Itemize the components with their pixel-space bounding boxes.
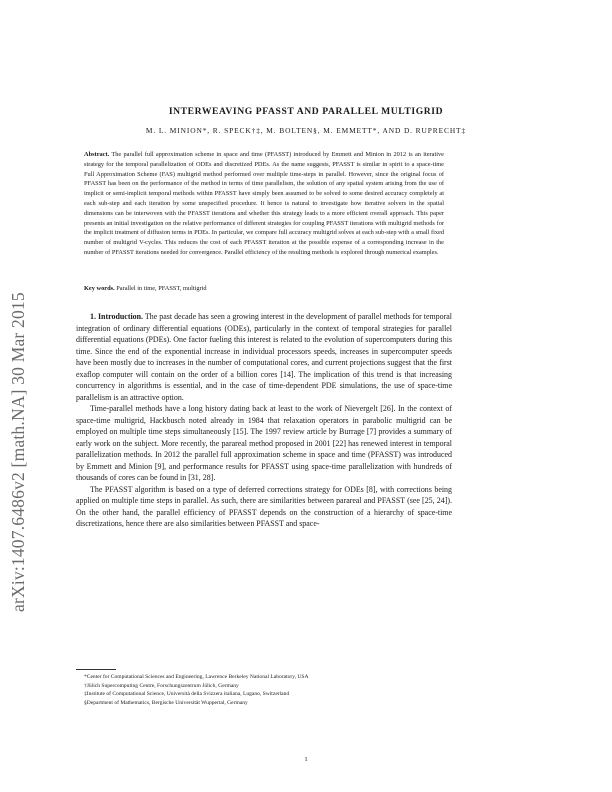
- abstract-label: Abstract.: [84, 151, 110, 158]
- paper-title: INTERWEAVING PFASST AND PARALLEL MULTIGRID: [168, 106, 444, 117]
- intro-paragraph-3: The PFASST algorithm is based on a type of deferred corrections strategy for ODEs [8], with corrections being applied on multiple time steps in parallel. As such, there are similarities between parareal and PFASST (see [25, 24]). On the other hand, the parallel efficiency of PFASST depends on the construction of a hierarchy of space-time discretizations, hence there are also similarities between PFASST and space-: [76, 484, 452, 528]
- author-list: M. L. MINION*, R. SPECK†‡, M. BOLTEN§, M. EMMETT*, AND D. RUPRECHT‡: [145, 126, 467, 135]
- footnote-usi: ‡Institute of Computational Science, Università della Svizzera italiana, Lugano, Switzerland: [84, 691, 290, 698]
- footnotes: [76, 673, 452, 707]
- abstract-text: The parallel full approximation scheme in space and time (PFASST) introduced by Emmett and Minion in 2012 is an iterative strategy for the temporal parallelization of ODEs and discretized PDEs. As the name suggests, PFASST is similar in spirit to a space-time Full Approximation Scheme (FAS) multigrid method performed over multiple time-steps in parallel. However, since the original focus of PFASST has been on the performance of the method in terms of time parallelism, the solution of any spatial system arising from the use of implicit or semi-implicit temporal methods within PFASST have simply been assumed to be solved to some desired accuracy completely at each sub-step and each iteration by some unspecified procedure. It hence is natural to investigate how iterative solvers in the spatial dimensions can be interwoven with the PFASST iterations and whether this strategy leads to a more efficient overall approach. This paper presents an initial investigation on the relative performance of different strategies for coupling PFASST iterations with multigrid methods for the implicit treatment of diffusion terms in PDEs. In particular, we compare full accuracy multigrid solves at each sub-step with a small fixed number of multigrid V-cycles. This reduces the cost of each PFASST iteration at the possible expense of a corresponding increase in the number of PFASST iterations needed for convergence. Parallel efficiency of the resulting methods is explored through numerical examples.: [84, 151, 444, 256]
- intro-paragraph-1-text: The past decade has seen a growing interest in the development of parallel methods for temporal integration of ordinary differential equations (ODEs), particularly in the context of temporal strategies for parallel differential equations (PDEs). One factor fueling this interest is related to the evolution of supercomputers during this time. Since the end of the exponential increase in individual processors speeds, increases in supercomputer speeds have been mostly due to increases in the number of computational cores, and current projections suggest that the first exaflop computer will contain on the order of a billion cores [14]. The implication of this trend is that increasing concurrency in algorithms is essential, and in the case of time-dependent PDE simulations, the use of space-time parallelism is an attractive option.: [76, 312, 452, 402]
- arxiv-identifier-text: arXiv:1407.6486v2 [math.NA] 30 Mar 2015: [8, 292, 28, 612]
- keywords: [84, 284, 444, 294]
- page-number: 1: [304, 756, 308, 763]
- keywords-text: Parallel in time, PFASST, multigrid: [116, 285, 207, 292]
- footnote-wuppertal: §Department of Mathematics, Bergische Universität Wuppertal, Germany: [84, 699, 248, 706]
- footnote-juelich: †Jülich Supercomputing Centre, Forschungszentrum Jülich, Germany: [84, 682, 239, 689]
- intro-paragraph-1: [76, 311, 452, 403]
- arxiv-identifier: [4, 240, 34, 640]
- footnote-lbnl: *Center for Computational Sciences and Engineering, Lawrence Berkeley National Laboratory, USA: [84, 674, 309, 680]
- abstract: [84, 150, 444, 258]
- intro-paragraph-2: Time-parallel methods have a long history dating back at least to the work of Nievergelt [26]. In the context of space-time multigrid, Hackbusch noted already in 1984 that relaxation operators in parabolic multigrid can be employed on multiple time steps simultaneously [15]. The 1997 review article by Burrage [7] provides a summary of early work on the subject. More recently, the parareal method proposed in 2001 [22] has renewed interest in temporal parallelization methods. In 2012 the parallel full approximation scheme in space and time (PFASST) was introduced by Emmett and Minion [9], and performance results for PFASST using space-time parallelization with hundreds of thousands of cores can be found in [31, 28].: [76, 404, 452, 482]
- section-heading: 1. Introduction.: [90, 312, 144, 321]
- footnote-separator: [76, 669, 116, 670]
- keywords-label: Key words.: [84, 285, 115, 292]
- introduction-section: [76, 311, 452, 530]
